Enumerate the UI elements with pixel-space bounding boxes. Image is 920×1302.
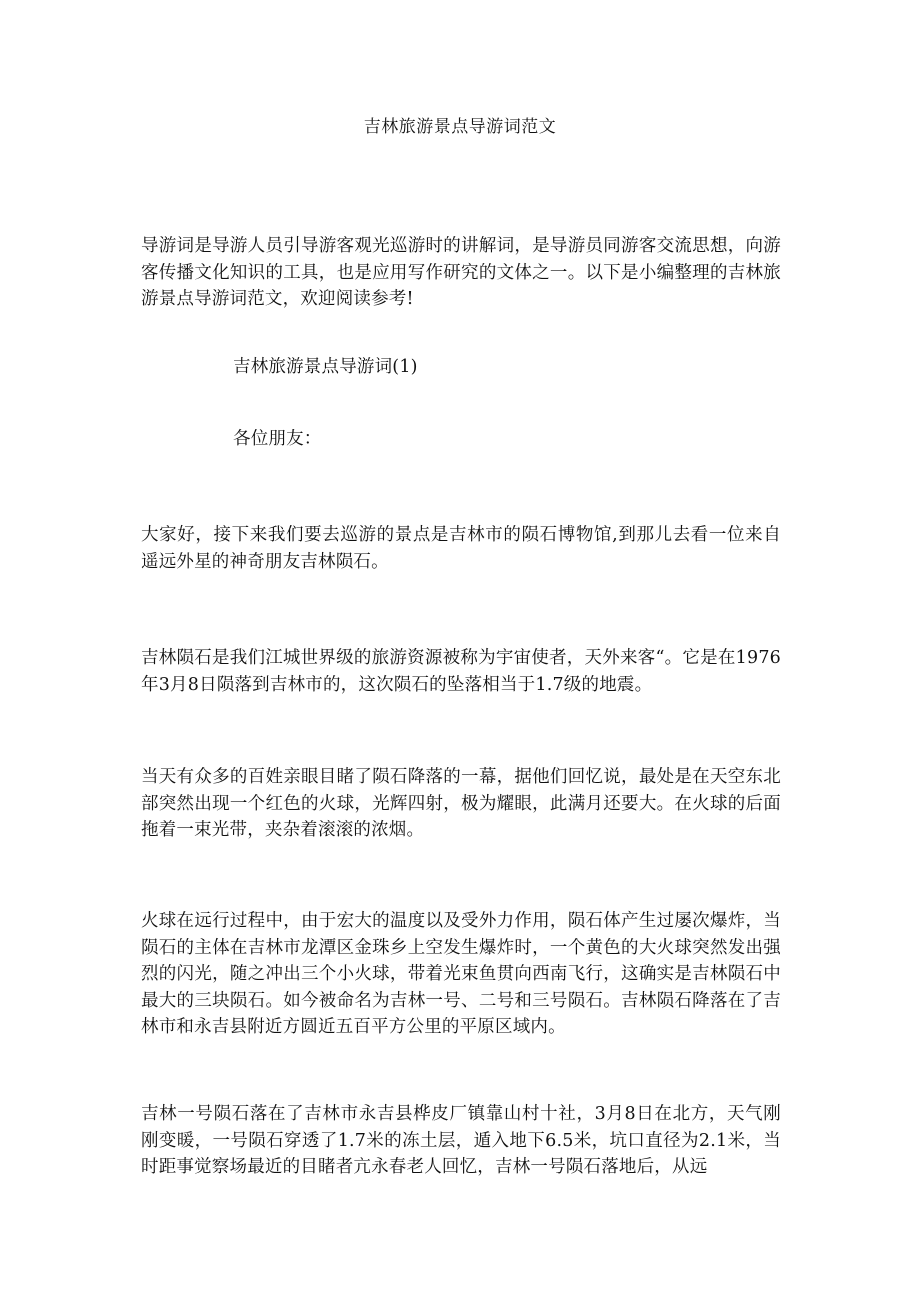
body-paragraph: 吉林一号陨石落在了吉林市永吉县桦皮厂镇靠山村十社，3月8日在北方，天气刚刚变暖，一号陨石穿透了1.7米的冻土层，遁入地下6.5米，坑口直径为2.1米，当时距事觉察场最近的目睹者亢永春老人回忆，吉林一号陨石落地后，从远 — [141, 1104, 781, 1177]
section-heading: 吉林旅游景点导游词(1) — [233, 357, 418, 377]
body-paragraph: 大家好，接下来我们要去巡游的景点是吉林市的陨石博物馆,到那儿去看一位来自遥远外星的神奇朋友吉林陨石。 — [141, 525, 781, 572]
body-paragraph: 火球在远行过程中，由于宏大的温度以及受外力作用，陨石体产生过屡次爆炸，当陨石的主体在吉林市龙潭区金珠乡上空发生爆炸时，一个黄色的大火球突然发出强烈的闪光，随之冲出三个小火球，带着光束鱼贯向西南飞行，这确实是吉林陨石中最大的三块陨石。如今被命名为吉林一号、二号和三号陨石。吉林陨石降落在了吉林市和永吉县附近方圆近五百平方公里的平原区域内。 — [141, 911, 781, 1037]
intro-paragraph: 导游词是导游人员引导游客观光巡游时的讲解词，是导游员同游客交流思想，向游客传播文化知识的工具，也是应用写作研究的文体之一。以下是小编整理的吉林旅游景点导游词范文，欢迎阅读参考! — [141, 236, 781, 309]
body-paragraph: 当天有众多的百姓亲眼目睹了陨石降落的一幕，据他们回忆说，最处是在天空东北部突然出现一个红色的火球，光辉四射，极为耀眼，此满月还要大。在火球的后面拖着一束光带，夹杂着滚滚的浓烟。 — [141, 767, 781, 840]
document-title: 吉林旅游景点导游词范文 — [363, 117, 557, 137]
greeting: 各位朋友： — [233, 429, 322, 449]
body-paragraph: 吉林陨石是我们江城世界级的旅游资源被称为宇宙使者，天外来客“。它是在1976年3月8日陨落到吉林市的，这次陨石的坠落相当于1.7级的地震。 — [141, 648, 781, 695]
